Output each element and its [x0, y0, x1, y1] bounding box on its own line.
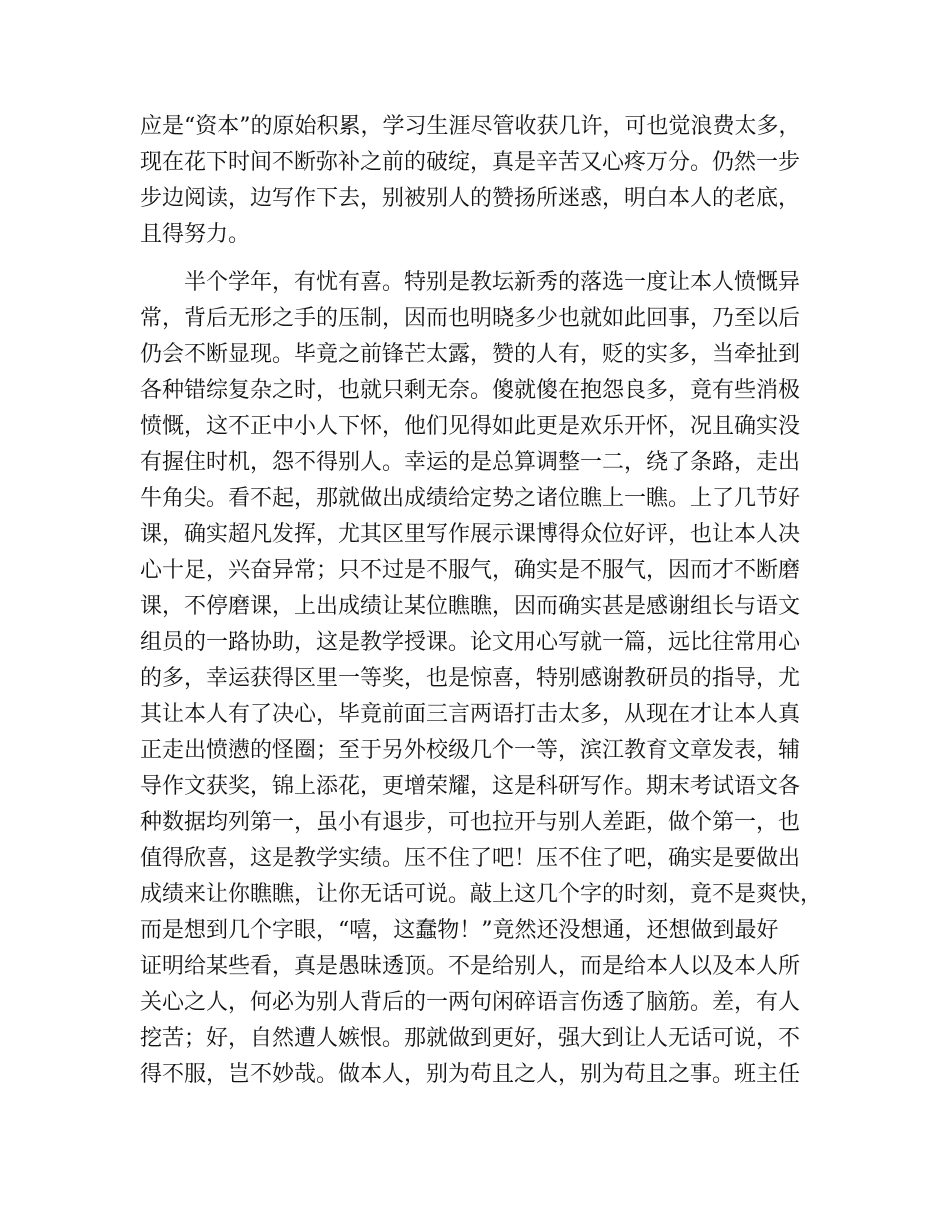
- text-line: 其让本人有了决心，毕竟前面三言两语打击太多，从现在才让本人真: [140, 702, 801, 727]
- text-line: 关心之人，何必为别人背后的一两句闲碎语言伤透了脑筋。差，有人: [140, 990, 801, 1015]
- text-line: 步边阅读，边写作下去，别被别人的赞扬所迷惑，明白本人的老底，: [140, 186, 801, 211]
- text-line: 牛角尖。看不起，那就做出成绩给定势之诸位瞧上一瞧。上了几节好: [140, 486, 801, 511]
- text-line: 且得努力。: [140, 222, 251, 247]
- text-line: 现在花下时间不断弥补之前的破绽，真是辛苦又心疼万分。仍然一步: [140, 150, 801, 175]
- text-line: 愤慨，这不正中小人下怀，他们见得如此更是欢乐开怀，况且确实没: [140, 414, 801, 439]
- text-line: 半个学年，有忧有喜。特别是教坛新秀的落选一度让本人愤慨异: [140, 270, 801, 295]
- text-line: 值得欣喜，这是教学实绩。压不住了吧！压不住了吧，确实是要做出: [140, 846, 801, 871]
- text-line: 组员的一路协助，这是教学授课。论文用心写就一篇，远比往常用心: [140, 630, 801, 655]
- text-line: 常，背后无形之手的压制，因而也明晓多少也就如此回事，乃至以后: [140, 306, 801, 331]
- paragraph: [140, 109, 840, 253]
- text-line: 挖苦；好，自然遭人嫉恨。那就做到更好，强大到让人无话可说，不: [140, 1026, 801, 1051]
- text-line: 仍会不断显现。毕竟之前锋芒太露，赞的人有，贬的实多，当牵扯到: [140, 342, 801, 367]
- text-line: 而是想到几个字眼，“嘻，这蠢物！”竟然还没想通，还想做到最好: [140, 918, 779, 943]
- text-line: 正走出愤懑的怪圈；至于另外校级几个一等，滨江教育文章发表，辅: [140, 738, 801, 763]
- text-line: 成绩来让你瞧瞧，让你无话可说。敲上这几个字的时刻，竟不是爽快，: [140, 882, 823, 907]
- text-line: 导作文获奖，锦上添花，更增荣耀，这是科研写作。期末考试语文各: [140, 774, 801, 799]
- text-line: 种数据均列第一，虽小有退步，可也拉开与别人差距，做个第一，也: [140, 810, 801, 835]
- text-line: 有握住时机，怨不得别人。幸运的是总算调整一二，绕了条路，走出: [140, 450, 801, 475]
- paragraph: [140, 265, 840, 1093]
- text-line: 的多，幸运获得区里一等奖，也是惊喜，特别感谢教研员的指导，尤: [140, 666, 801, 691]
- paragraph-spacer: [140, 253, 840, 265]
- text-line: 证明给某些看，真是愚昧透顶。不是给别人，而是给本人以及本人所: [140, 954, 801, 979]
- text-line: 应是“资本”的原始积累，学习生涯尽管收获几许，可也觉浪费太多，: [140, 114, 801, 139]
- text-line: 各种错综复杂之时，也就只剩无奈。傻就傻在抱怨良多，竟有些消极: [140, 378, 801, 403]
- body-text: [140, 109, 840, 1093]
- text-line: 课，确实超凡发挥，尤其区里写作展示课博得众位好评，也让本人决: [140, 522, 801, 547]
- text-line: 心十足，兴奋异常；只不过是不服气，确实是不服气，因而才不断磨: [140, 558, 801, 583]
- text-line: 课，不停磨课，上出成绩让某位瞧瞧，因而确实甚是感谢组长与语文: [140, 594, 801, 619]
- text-line: 得不服，岂不妙哉。做本人，别为苟且之人，别为苟且之事。班主任: [140, 1062, 801, 1087]
